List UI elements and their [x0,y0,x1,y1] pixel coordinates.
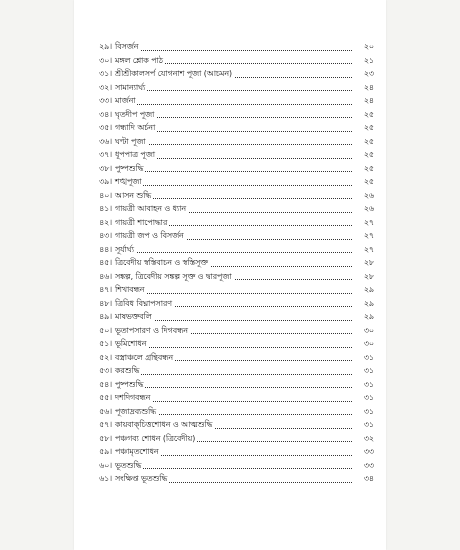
toc-entry [88,337,374,351]
toc-entry-page-number: ৩১ [354,351,374,365]
toc-entry-title: পুষ্পশুদ্ধি [115,162,145,176]
toc-entry-page-number: ২৫ [354,108,374,122]
toc-entry [88,324,374,338]
toc-entry-page-number: ২৩ [354,67,374,81]
toc-entry-title: সংক্ষিপ্ত ভূতশুদ্ধি [115,472,169,486]
toc-entry-number: ৪৩। [99,231,112,240]
toc-entry-page-number: ২৯ [354,283,374,297]
dot-leader [115,387,352,388]
toc-entry-page-number: ২৫ [354,121,374,135]
dot-leader [115,374,352,375]
dot-leader [115,50,352,51]
toc-entry-title: ধূপপাত্র পূজা [115,148,157,162]
toc-entry-page-number: ২৯ [354,297,374,311]
toc-entry [88,108,374,122]
toc-entry-number: ৩২। [99,82,112,92]
toc-entry-number: ৫০। [99,325,112,335]
toc-entry-number: ৩০। [99,55,112,65]
toc-entry [88,378,374,392]
toc-entry-title: গন্ধাদি অর্চনা [115,121,157,135]
dot-leader [115,90,352,91]
toc-entry-title: শিখাবন্ধন [115,283,146,297]
toc-entry-title: ভূতাপসারণ ও দিগবন্ধন [115,324,190,338]
toc-entry-number: ৩৮। [99,163,112,173]
toc-entry-page-number: ৩০ [354,337,374,351]
toc-entry [88,54,374,68]
toc-entry-page-number: ২৯ [354,310,374,324]
table-of-contents [88,40,374,486]
toc-entry-title: ত্রিবেদীয় স্বস্তিবাচন ও স্বস্তিসূক্ত [115,256,210,270]
toc-entry [88,202,374,216]
dot-leader [115,293,352,294]
toc-entry-title: গায়ত্রী শাপোদ্ধার [115,216,169,230]
toc-entry [88,391,374,405]
toc-entry-page-number: ২৫ [354,135,374,149]
toc-entry-number: ৪৮। [99,298,112,308]
toc-entry-number: ২৯। [99,42,112,51]
toc-entry-number: ৩১। [99,69,112,78]
toc-entry [88,256,374,270]
toc-entry-title: ঘণ্টা পূজা [115,135,148,149]
toc-entry-page-number: ৩০ [354,324,374,338]
toc-entry-number: ৫১। [99,339,112,348]
toc-entry-title: সূর্যার্ঘ্য [115,243,136,257]
toc-entry-number: ৫৯। [99,447,112,456]
toc-entry-number: ৫২। [99,352,112,362]
toc-entry [88,175,374,189]
toc-entry [88,148,374,162]
toc-entry [88,283,374,297]
toc-entry-number: ৫৬। [99,406,112,416]
toc-entry-number: ৬১। [99,474,112,483]
toc-entry-number: ৬০। [99,460,112,470]
toc-entry-title: দশদিগবন্ধন [115,391,152,405]
toc-entry [88,121,374,135]
dot-leader [115,185,352,186]
toc-entry-page-number: ৩১ [354,378,374,392]
book-page [74,0,386,550]
toc-entry-title: ভূমিশোধন [115,337,148,351]
toc-entry [88,364,374,378]
toc-entry-number: ৫৮। [99,433,112,443]
toc-entry [88,40,374,54]
toc-entry-title: মাষভক্তবলি [115,310,154,324]
toc-entry-title: পূজাদ্রব্যশুদ্ধি [115,405,158,419]
toc-entry-page-number: ৩২ [354,432,374,446]
toc-entry-page-number: ২৫ [354,175,374,189]
toc-entry-number: ৪৪। [99,244,112,254]
toc-entry-number: ৪৭। [99,285,112,294]
toc-entry-title: শঙ্খপূজা [115,175,143,189]
toc-entry-number: ৩৩। [99,96,112,105]
toc-entry [88,351,374,365]
dot-leader [115,171,352,172]
toc-entry-number: ৪০। [99,190,112,200]
toc-entry [88,94,374,108]
toc-entry-title: গায়ত্রী আবাহন ও ধ্যান [115,202,188,216]
toc-entry [88,297,374,311]
toc-entry-page-number: ২৪ [354,81,374,95]
toc-entry-title: মঙ্গল শ্লোক পাঠ [115,54,165,68]
toc-entry-number: ৪১। [99,204,112,213]
toc-entry [88,229,374,243]
toc-entry-title: সামান্যার্ঘ্য [115,81,147,95]
toc-entry-title: ভূতশুদ্ধি [115,459,143,473]
dot-leader [115,252,352,253]
toc-entry-page-number: ২১ [354,54,374,68]
toc-entry-title: পঞ্চগব্য শোধন (ত্রিবেদীয়) [115,432,197,446]
toc-entry [88,405,374,419]
toc-entry [88,472,374,486]
toc-entry-page-number: ২৫ [354,148,374,162]
toc-entry [88,459,374,473]
toc-entry [88,270,374,284]
toc-entry-page-number: ৩১ [354,364,374,378]
toc-entry [88,445,374,459]
toc-entry-title: বিসর্জন [115,40,140,54]
toc-entry-page-number: ৩১ [354,391,374,405]
toc-entry-number: ৫৪। [99,379,112,389]
toc-entry-title: বস্ত্রাঞ্চলে গ্রন্থিবন্ধন [115,351,175,365]
toc-entry-number: ৩৫। [99,123,112,132]
toc-entry [88,67,374,81]
toc-entry-number: ৫৫। [99,393,112,402]
toc-entry-page-number: ২৮ [354,270,374,284]
dot-leader [115,104,352,105]
toc-entry-page-number: ৩৩ [354,445,374,459]
toc-entry-title: পুষ্পশুদ্ধি [115,378,145,392]
toc-entry-page-number: ২৭ [354,216,374,230]
toc-entry-page-number: ২৭ [354,243,374,257]
toc-entry-number: ৩৪। [99,109,112,119]
toc-entry-number: ৪৯। [99,312,112,321]
toc-entry [88,418,374,432]
toc-entry [88,162,374,176]
toc-entry-title: পঞ্চামৃতশোধন [115,445,161,459]
toc-entry [88,243,374,257]
toc-entry [88,310,374,324]
toc-entry-page-number: ২৭ [354,229,374,243]
toc-entry-number: ৪২। [99,217,112,227]
dot-leader [115,468,352,469]
toc-entry-title: সঙ্কল্প, ত্রিবেদীয় সঙ্কল্প সূক্ত ও দ্বারপূজা [115,270,234,284]
toc-entry-number: ৩৯। [99,177,112,186]
toc-entry [88,135,374,149]
toc-entry-title: ত্রিবিধ বিঘ্নাপসারণ [115,297,174,311]
toc-entry-page-number: ২৬ [354,202,374,216]
toc-entry-number: ৪৬। [99,271,112,281]
toc-entry-title: করশুদ্ধি [115,364,141,378]
toc-entry [88,216,374,230]
toc-entry-page-number: ২৮ [354,256,374,270]
toc-entry-number: ৩৭। [99,150,112,159]
toc-entry-title: গায়ত্রী জপ ও বিসর্জন [115,229,186,243]
toc-entry-page-number: ৩১ [354,405,374,419]
toc-entry-title: আসন শুদ্ধি [115,189,153,203]
dot-leader [115,144,352,145]
toc-entry-number: ৩৬। [99,136,112,146]
toc-entry-page-number: ৩৩ [354,459,374,473]
toc-entry-title: ঘৃতদীপ পূজা [115,108,156,122]
toc-entry-page-number: ৩৪ [354,472,374,486]
toc-entry-title: মার্জনা [115,94,137,108]
toc-entry-page-number: ৩১ [354,418,374,432]
toc-entry-page-number: ২৫ [354,162,374,176]
toc-entry-number: ৫৭। [99,420,112,429]
toc-entry-page-number: ২৪ [354,94,374,108]
toc-entry-number: ৫৩। [99,366,112,375]
dot-leader [115,347,352,348]
toc-entry [88,81,374,95]
toc-entry-title: শ্রীশ্রীকালসর্প যোগনাশ পূজা (আচমন) [115,67,234,81]
toc-entry-title: কায়বাক্‌চিত্তশোধন ও আত্মশুদ্ধি [115,418,214,432]
toc-entry [88,189,374,203]
toc-entry [88,432,374,446]
toc-entry-number: ৪৫। [99,258,112,267]
toc-entry-page-number: ২৬ [354,189,374,203]
toc-entry-page-number: ২০ [354,40,374,54]
